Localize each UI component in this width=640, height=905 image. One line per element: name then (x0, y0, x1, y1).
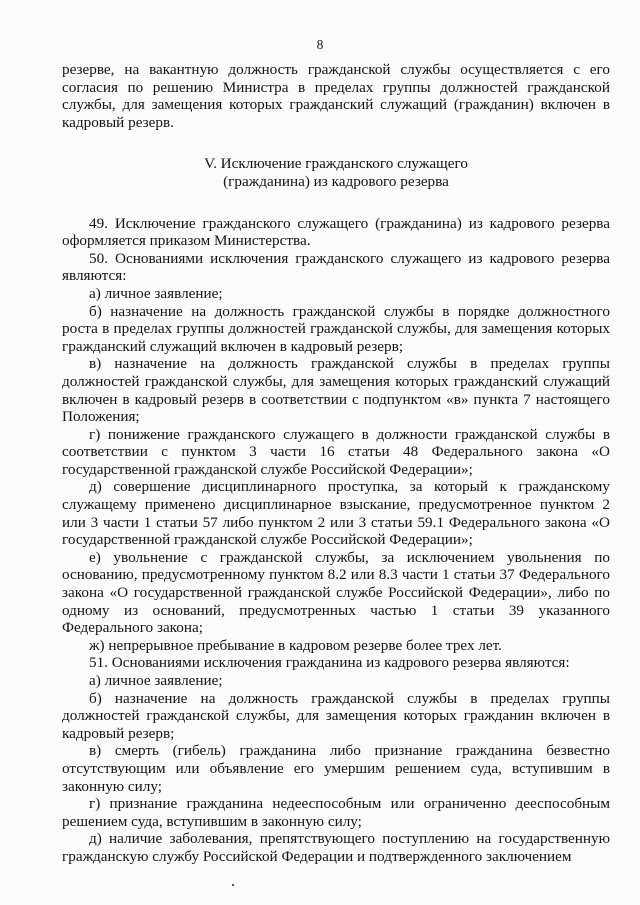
paragraph-51-b: б) назначение на должность гражданской службы в пределах группы должностей гражданской службы, для замещения которых гражданин включен в кадровый резерв; (62, 689, 610, 742)
scan-speck (232, 884, 234, 886)
intro-paragraph: резерве, на вакантную должность гражданской службы осуществляется с его согласия по решению Министра в пределах группы должностей гражданской службы, для замещения которых гражданский служащий (гражданин) включен в кадровый резерв. (62, 61, 610, 131)
paragraph-50-b: б) назначение на должность гражданской службы в порядке должностного роста в пределах группы должностей гражданской службы, для замещения которых гражданский служащий включен в кадровый резерв; (62, 302, 610, 355)
paragraph-50-g: г) понижение гражданского служащего в должности гражданской службы в соответствии с пунктом 3 части 16 статьи 48 Федерального закона «О государственной гражданской службе Российской Федерации»; (62, 425, 610, 478)
paragraph-50-zh: ж) непрерывное пребывание в кадровом резерве более трех лет. (89, 636, 502, 654)
paragraph-50-v: в) назначение на должность гражданской службы в пределах группы должностей гражданской службы, для замещения которых гражданский служащий включен в кадровый резерв в соответствии с подпунктом «в» пункта 7 настоящего Положения; (62, 355, 610, 426)
paragraph-51-d: д) наличие заболевания, препятствующего поступлению на государственную гражданскую службу Российской Федерации и подтвержденного заключением (62, 830, 610, 865)
paragraph-50: 50. Основаниями исключения гражданского служащего из кадрового резерва являются: (62, 249, 610, 285)
paragraph-50-e: е) увольнение с гражданской службы, за исключением увольнения по основанию, предусмотренному пунктом 8.2 или 8.3 части 1 статьи 37 Федерального закона «О государственной гражданской службе Российской Федерации», либо по одному из оснований, предусмотренных частью 1 статьи 39 указанного Федерального закона; (62, 548, 610, 637)
section-heading (62, 155, 610, 190)
paragraph-50-a: а) личное заявление; (89, 284, 223, 302)
paragraph-51-a: а) личное заявление; (89, 672, 223, 689)
section-heading-line-2: (гражданина) из кадрового резерва (223, 172, 449, 190)
document-body (62, 61, 610, 866)
paragraph-51: 51. Основаниями исключения гражданина из кадрового резерва являются: (89, 654, 570, 672)
paragraph-51-v: в) смерть (гибель) гражданина либо признание гражданина безвестно отсутствующим или объявление его умершим решением суда, вступившим в законную силу; (62, 742, 610, 795)
paragraph-51-g: г) признание гражданина недееспособным или ограниченно дееспособным решением суда, вступившим в законную силу; (62, 795, 610, 830)
paragraph-50-d: д) совершение дисциплинарного проступка, за который к гражданскому служащему применено дисциплинарное взыскание, предусмотренное пунктом 2 или 3 части 1 статьи 57 либо пунктом 2 или 3 статьи 59.1 Федерального закона «О государственной гражданской службе Российской Федерации»; (62, 478, 610, 549)
section-heading-line-1: V. Исключение гражданского служащего (204, 155, 468, 173)
page-number: 8 (316, 37, 324, 52)
paragraph-49: 49. Исключение гражданского служащего (гражданина) из кадрового резерва оформляется приказом Министерства. (62, 214, 610, 250)
